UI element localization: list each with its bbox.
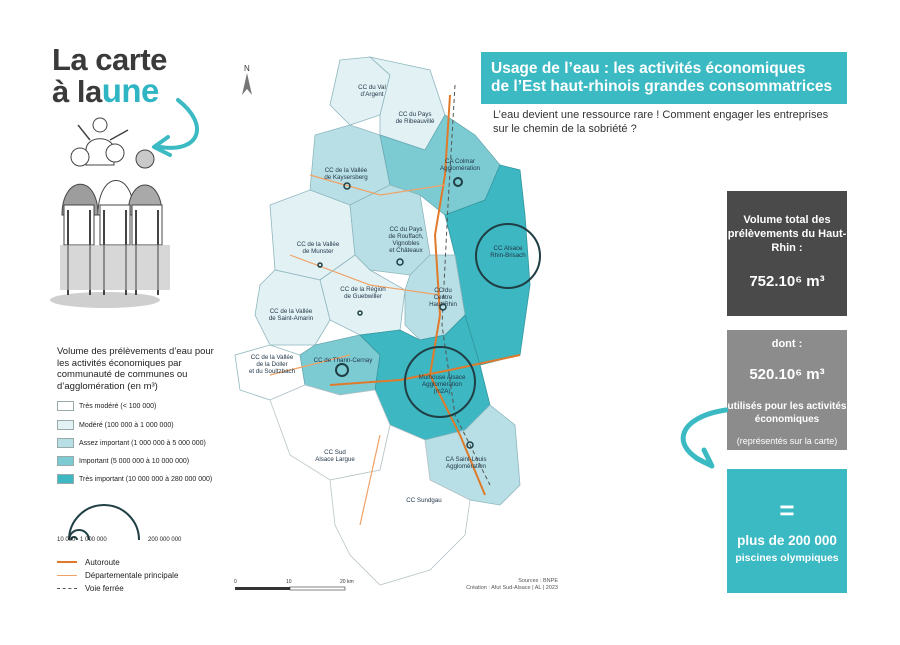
community-label-line: Agglomération bbox=[446, 463, 486, 470]
legend-circle-label-large: 200 000 000 bbox=[148, 537, 182, 543]
legend-class-3 bbox=[57, 455, 189, 467]
autoroute-swatch bbox=[57, 561, 77, 563]
community-label-line: CC de la Vallée bbox=[324, 167, 368, 174]
community-label bbox=[440, 158, 480, 172]
community-label-line: de Ribeauvillé bbox=[395, 118, 435, 125]
economic-volume-top-label: dont : bbox=[771, 338, 803, 350]
legend-circle-label-small: 10 000 bbox=[57, 537, 76, 543]
credits bbox=[430, 578, 558, 592]
haut-rhin-map bbox=[230, 55, 560, 595]
community-label-line: CC de la Vallée bbox=[269, 308, 313, 315]
economic-volume-note: (représentés sur la carte) bbox=[736, 436, 838, 446]
scale-label-0: 0 bbox=[234, 579, 237, 585]
community-label bbox=[396, 111, 435, 125]
credits-creation: Création : Afut Sud-Alsace | AL | 2023 bbox=[466, 585, 558, 591]
total-volume-box bbox=[727, 191, 847, 316]
legend-class-label: Très important (10 000 000 à 280 000 000) bbox=[79, 475, 213, 483]
community-label-line: Haut-Rhin bbox=[429, 301, 457, 308]
community-label-line: Vignobles bbox=[392, 240, 420, 247]
community-label-line: de Rouffach, bbox=[388, 233, 424, 240]
community-label bbox=[324, 167, 367, 181]
community-label bbox=[419, 374, 466, 395]
legend-autoroute bbox=[57, 556, 120, 568]
legend-departementale-label: Départementale principale bbox=[85, 570, 179, 580]
scale-bar bbox=[235, 587, 345, 590]
community-label-line: Centre bbox=[433, 294, 453, 301]
community-label-line: CC du Pays bbox=[398, 111, 432, 118]
community-label-line: CC du bbox=[434, 287, 452, 294]
title-line1: Usage de l’eau : les activités économiques bbox=[491, 60, 806, 77]
legend-circle-large bbox=[69, 505, 139, 540]
pools-value: plus de 200 000 bbox=[737, 533, 837, 548]
legend-swatch bbox=[57, 420, 74, 430]
community-label-line: de Saint-Amarin bbox=[268, 315, 314, 322]
community-label-line: d’Argent bbox=[360, 91, 384, 98]
legend-voie-ferree-label: Voie ferrée bbox=[85, 583, 124, 593]
title-banner bbox=[481, 52, 847, 104]
community-label-line: CC de la Vallée bbox=[250, 354, 294, 361]
community-label bbox=[340, 286, 385, 300]
legend-title: Volume des prélèvements d’eau pour les activités économiques par communauté de communes ou d’agglomération (en m³) bbox=[57, 346, 214, 392]
north-arrow-icon bbox=[242, 73, 252, 95]
legend-class-2 bbox=[57, 437, 206, 449]
equals-sign: = bbox=[779, 495, 795, 525]
credits-sources: Sources : BNPE bbox=[518, 578, 558, 584]
voie-ferree-swatch bbox=[57, 588, 77, 589]
subtitle: L’eau devient une ressource rare ! Comment engager les entreprises sur le chemin de la sobriété ? bbox=[493, 109, 829, 135]
community-label-line: Mulhouse Alsace bbox=[418, 374, 466, 381]
community-label-line: CC du Val bbox=[358, 84, 386, 91]
community-label-line: CA Colmar bbox=[445, 158, 475, 165]
legend-swatch bbox=[57, 438, 74, 448]
community-label-line: Agglomération bbox=[440, 165, 480, 172]
departementale-swatch bbox=[57, 575, 77, 576]
community-label-line: et du Soultzbach bbox=[248, 368, 296, 375]
legend-class-0 bbox=[57, 400, 156, 412]
pools-label: piscines olympiques bbox=[735, 552, 839, 564]
community-label-line: CC Alsace bbox=[493, 245, 523, 252]
legend-autoroute-label: Autoroute bbox=[85, 557, 120, 567]
legend-class-label: Modéré (100 000 à 1 000 000) bbox=[79, 421, 174, 429]
community-label bbox=[446, 456, 487, 470]
legend-circle-label-medium: 1 000 000 bbox=[80, 537, 107, 543]
curved-arrow-to-pools-icon bbox=[668, 402, 728, 477]
community-label-line: et Châteaux bbox=[389, 247, 423, 254]
community-label-line: CC Sundgau bbox=[406, 497, 442, 504]
community-label-line: Rhin-Brisach bbox=[490, 252, 526, 259]
economic-volume-box bbox=[727, 330, 847, 450]
economic-volume-label: utilisés pour les activités économiques bbox=[727, 401, 847, 425]
community-label bbox=[490, 245, 525, 259]
legend-swatch bbox=[57, 456, 74, 466]
north-label: N bbox=[244, 64, 250, 73]
legend-swatch bbox=[57, 474, 74, 484]
total-volume-value: 752.10⁶ m³ bbox=[749, 273, 825, 290]
logo-une: une bbox=[101, 72, 159, 109]
community-label bbox=[429, 287, 457, 308]
community-label-line: (m2A) bbox=[433, 388, 451, 395]
legend-class-label: Important (5 000 000 à 10 000 000) bbox=[79, 457, 190, 465]
scale-label-10: 10 bbox=[286, 579, 292, 585]
community-label-line: CC de la Vallée bbox=[296, 241, 340, 248]
title-line2: de l’Est haut-rhinois grandes consommatrices bbox=[491, 78, 833, 95]
legend-class-label: Très modéré (< 100 000) bbox=[79, 402, 157, 410]
community-label bbox=[297, 241, 340, 255]
community-label-line: CC du Pays bbox=[389, 226, 423, 233]
community-label-line: CA Saint-Louis bbox=[445, 456, 487, 463]
community-label bbox=[249, 354, 295, 375]
community-label-line: Alsace Largue bbox=[315, 456, 355, 463]
logo-text-line1: La carte bbox=[52, 42, 167, 77]
legend-departementale bbox=[57, 569, 178, 581]
community-label bbox=[358, 84, 386, 98]
pools-equivalent-box bbox=[727, 469, 847, 593]
community-label-line: CC Sud bbox=[324, 449, 346, 456]
area-cc-sud-alsace-largue bbox=[270, 385, 390, 480]
community-label-line: CC de Thann-Cernay bbox=[313, 357, 373, 364]
community-label-line: de la Doller bbox=[256, 361, 288, 368]
community-label bbox=[315, 449, 355, 463]
logo-a-la: à la bbox=[52, 74, 102, 109]
legend-voie-ferree bbox=[57, 582, 124, 594]
total-volume-label: Volume total des prélèvements du Haut-Rhin : bbox=[727, 214, 847, 254]
community-label bbox=[389, 226, 424, 254]
community-label-line: Agglomération bbox=[422, 381, 462, 388]
legend-swatch bbox=[57, 401, 74, 411]
readers-illustration bbox=[50, 95, 210, 310]
community-label-line: de Kaysersberg bbox=[324, 174, 368, 181]
community-label bbox=[314, 357, 373, 364]
community-label bbox=[269, 308, 313, 322]
community-label-line: de Munster bbox=[302, 248, 334, 255]
community-label bbox=[406, 497, 441, 504]
economic-volume-value: 520.10⁶ m³ bbox=[749, 366, 825, 383]
legend-class-1 bbox=[57, 419, 174, 431]
scale-label-20: 20 km bbox=[340, 579, 354, 585]
legend-class-4 bbox=[57, 473, 212, 485]
community-label-line: CC de la Région bbox=[340, 286, 386, 293]
community-label-line: de Guebwiller bbox=[344, 293, 382, 300]
legend-class-label: Assez important (1 000 000 à 5 000 000) bbox=[79, 439, 206, 447]
